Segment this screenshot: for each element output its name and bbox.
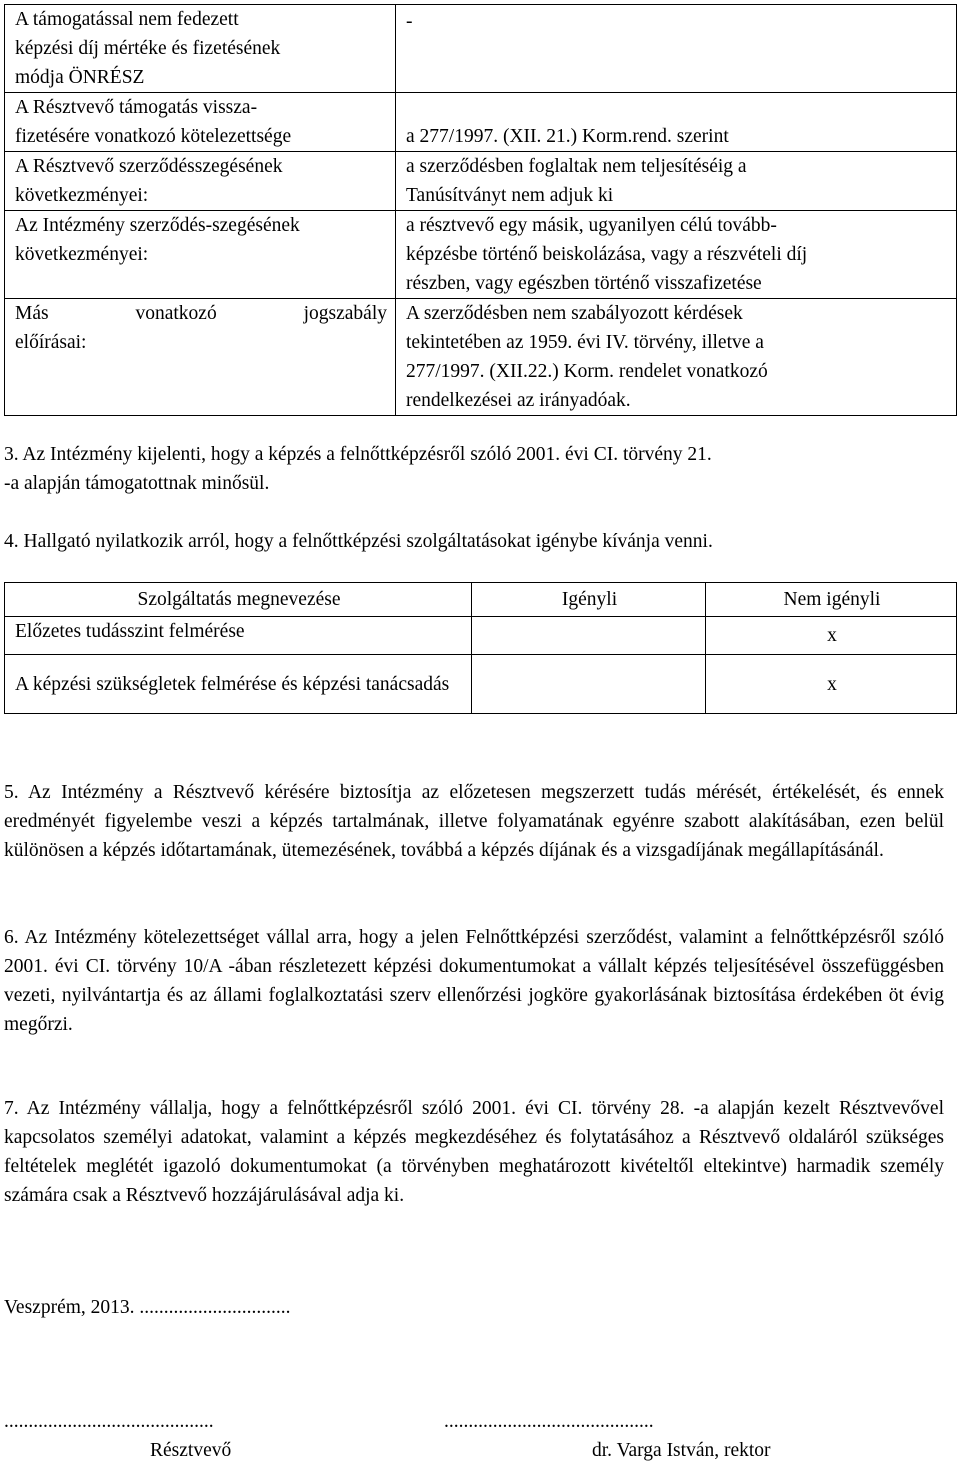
- label-line: A támogatással nem fedezett: [15, 9, 239, 30]
- table-header-row: [5, 583, 957, 617]
- service-name: A képzési szükségletek felmérése és képzési tanácsadás: [5, 655, 472, 714]
- table-row: [5, 93, 957, 152]
- row-value: [396, 211, 957, 299]
- label-line: fizetésére vonatkozó kötelezettsége: [15, 126, 292, 147]
- table-row: [5, 617, 957, 655]
- value-line: -: [406, 11, 413, 32]
- row-value: [396, 152, 957, 211]
- value-line: 277/1997. (XII.22.) Korm. rendelet vonatkozó: [406, 361, 768, 382]
- label-line: Más vonatkozó jogszabály: [15, 303, 387, 324]
- value-line: rendelkezései az irányadóak.: [406, 390, 631, 411]
- not-requests-cell: x: [706, 655, 957, 714]
- column-header: Igényli: [472, 583, 706, 617]
- row-value: [396, 299, 957, 416]
- value-line: a résztvevő egy másik, ugyanilyen célú tovább-: [406, 215, 777, 236]
- value-line: A szerződésben nem szabályozott kérdések: [406, 303, 743, 324]
- section-3-line: -a alapján támogatottnak minősül.: [4, 473, 270, 494]
- table-row: [5, 299, 957, 416]
- label-line: következményei:: [15, 185, 149, 206]
- signature-dots-row: [4, 1407, 944, 1436]
- row-label: [5, 93, 396, 152]
- value-line: képzésbe történő beiskolázása, vagy a részvételi díj: [406, 244, 808, 265]
- section-3-line: 3. Az Intézmény kijelenti, hogy a képzés a felnőttképzésről szóló 2001. évi CI. törvény 21.: [4, 444, 712, 465]
- label-line: A Résztvevő támogatás vissza-: [15, 97, 258, 118]
- value-line: részben, vagy egészben történő visszafizetése: [406, 273, 762, 294]
- row-value: [396, 5, 957, 93]
- row-label: [5, 211, 396, 299]
- row-label: [5, 299, 396, 416]
- signatory-rector: dr. Varga István, rektor: [592, 1440, 771, 1461]
- not-requests-cell: x: [706, 617, 957, 655]
- row-label: [5, 152, 396, 211]
- section-6: 6. Az Intézmény kötelezettséget vállal arra, hogy a jelen Felnőttképzési szerződést, valamint a felnőttképzésről szóló 2001. évi CI. törvény 10/A -ában részletezett képzési dokumentumokat a vállalt képzés teljesítésével összefüggésben vezeti, nyilvántartja és az állami foglalkoztatási szerv ellenőrzési jogköre gyakorlásának biztosítása érdekében öt évig megőrzi.: [4, 927, 944, 1035]
- section-5: 5. Az Intézmény a Résztvevő kérésére biztosítja az előzetesen megszerzett tudás mérését, értékelését, és ennek eredményét figyelembe veszi a képzés tartalmának, illetve folyamatának egyénre szabott alakításában, ezen belül különösen a képzés időtartamának, ütemezésének, továbbá a képzés díjának és a vizsgadíjának megállapításánál.: [4, 782, 944, 861]
- table-row: [5, 211, 957, 299]
- column-header: Szolgáltatás megnevezése: [5, 583, 472, 617]
- column-header: Nem igényli: [706, 583, 957, 617]
- label-line: A Résztvevő szerződésszegésének: [15, 156, 283, 177]
- table-row: [5, 655, 957, 714]
- contract-info-table: [4, 4, 957, 416]
- value-line: a szerződésben foglaltak nem teljesítéséig a: [406, 156, 747, 177]
- signatory-participant: Résztvevő: [150, 1440, 232, 1461]
- row-value: [396, 93, 957, 152]
- value-line: a 277/1997. (XII. 21.) Korm.rend. szerint: [406, 126, 729, 147]
- place-date: Veszprém, 2013. ...............................: [4, 1297, 291, 1318]
- table-row: [5, 152, 957, 211]
- signature-line-left: ...........................................: [4, 1411, 214, 1432]
- signature-line-right: ...........................................: [444, 1411, 654, 1432]
- requests-cell: [472, 655, 706, 714]
- section-3: [4, 440, 944, 498]
- requests-cell: [472, 617, 706, 655]
- value-line: tekintetében az 1959. évi IV. törvény, illetve a: [406, 332, 764, 353]
- table-row: [5, 5, 957, 93]
- section-4: 4. Hallgató nyilatkozik arról, hogy a felnőttképzési szolgáltatásokat igénybe kívánja venni.: [4, 531, 713, 552]
- label-line: előírásai:: [15, 332, 87, 353]
- services-table: [4, 582, 957, 714]
- label-line: módja ÖNRÉSZ: [15, 67, 145, 88]
- label-line: következményei:: [15, 244, 149, 265]
- label-line: Az Intézmény szerződés-szegésének: [15, 215, 300, 236]
- row-label: [5, 5, 396, 93]
- value-line: Tanúsítványt nem adjuk ki: [406, 185, 614, 206]
- service-name: Előzetes tudásszint felmérése: [5, 617, 472, 655]
- section-7: 7. Az Intézmény vállalja, hogy a felnőttképzésről szóló 2001. évi CI. törvény 28. -a alapján kezelt Résztvevővel kapcsolatos személyi adatokat, valamint a képzés megkezdéséhez és folytatásához a Résztvevő oldaláról szükséges feltételek meglétét igazoló dokumentumokat (a törvényben meghatározott kivételtől eltekintve) harmadik személy számára csak a Résztvevő hozzájárulásával adja ki.: [4, 1098, 944, 1206]
- signature-names-row: [4, 1436, 944, 1465]
- label-line: képzési díj mértéke és fizetésének: [15, 38, 281, 59]
